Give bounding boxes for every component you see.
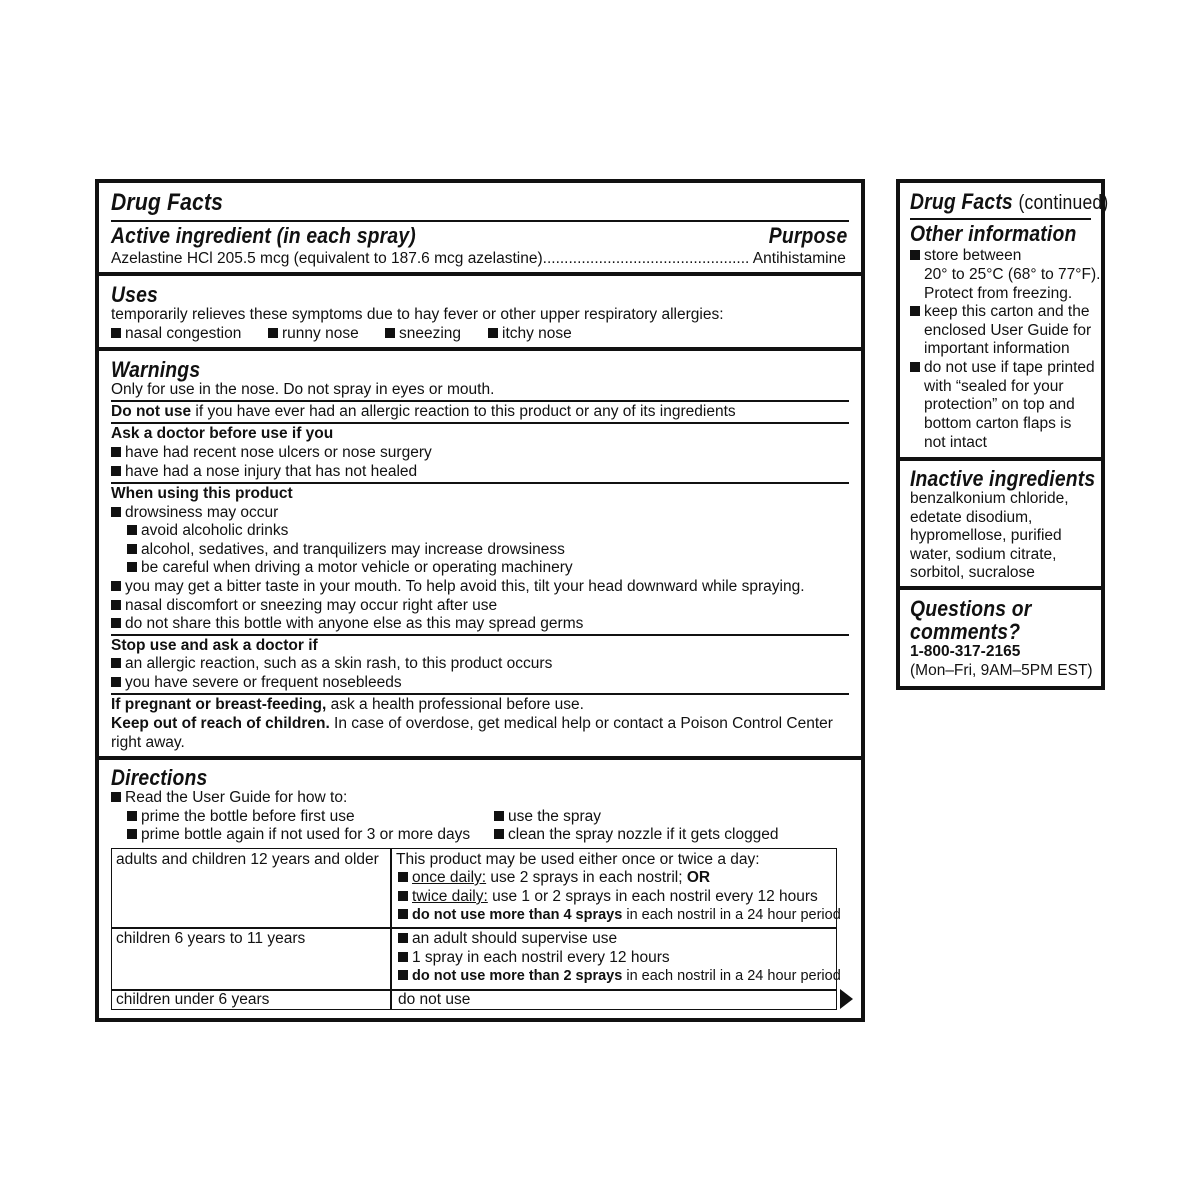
warnings-rule [111, 634, 849, 636]
table-cell-group: children 6 years to 11 years [116, 930, 306, 947]
other-info-item: keep this carton and the [910, 303, 1089, 322]
bullet-icon [111, 466, 121, 476]
bullet-icon [385, 328, 395, 338]
purpose-heading: Purpose [768, 223, 847, 248]
when-using-subitem: alcohol, sedatives, and tranquilizers may increase drowsiness [127, 541, 565, 560]
bullet-icon [111, 581, 121, 591]
drug-facts-title: Drug Facts [111, 189, 224, 216]
section-divider [900, 457, 1101, 461]
when-using-item: you may get a bitter taste in your mouth. To help avoid this, tilt your head downward while spraying. [111, 578, 805, 597]
warnings-intro: Only for use in the nose. Do not spray in eyes or mouth. [111, 381, 495, 398]
bullet-icon [127, 544, 137, 554]
bullet-icon [494, 811, 504, 821]
warnings-heading: Warnings [111, 357, 201, 382]
guide-item: clean the spray nozzle if it gets clogged [494, 826, 779, 845]
guide-item: prime the bottle before first use [127, 808, 355, 827]
bullet-icon [398, 909, 408, 919]
when-using-item: do not share this bottle with anyone else as this may spread germs [111, 615, 583, 634]
uses-item: itchy nose [488, 325, 572, 344]
directions-intro: Read the User Guide for how to: [111, 789, 347, 808]
bullet-icon [268, 328, 278, 338]
when-using-item: nasal discomfort or sneezing may occur right after use [111, 597, 497, 616]
ask-doctor-heading: Ask a doctor before use if you [111, 425, 334, 442]
ask-doctor-item: have had recent nose ulcers or nose surgery [111, 444, 432, 463]
warnings-rule [111, 400, 849, 402]
stop-use-item: you have severe or frequent nosebleeds [111, 674, 402, 693]
bullet-icon [910, 306, 920, 316]
when-using-item: drowsiness may occur [111, 504, 278, 523]
stop-use-heading: Stop use and ask a doctor if [111, 637, 318, 654]
table-cell-limit: do not use more than 4 sprays in each nostril in a 24 hour period [398, 906, 841, 925]
warnings-rule [111, 482, 849, 484]
section-divider [99, 347, 861, 351]
table-row-rule [112, 927, 836, 929]
bullet-icon [127, 811, 137, 821]
phone-hours: (Mon–Fri, 9AM–5PM EST) [910, 662, 1093, 679]
title-rule [111, 220, 849, 222]
other-info-line: important information [924, 340, 1070, 357]
do-not-use-line: Do not use if you have ever had an allergic reaction to this product or any of its ingredients [111, 403, 736, 420]
uses-intro: temporarily relieves these symptoms due to hay fever or other upper respiratory allergies: [111, 306, 724, 323]
continued-title: Drug Facts (continued) [910, 189, 1109, 214]
table-cell-item: twice daily: use 1 or 2 sprays in each nostril every 12 hours [398, 888, 818, 907]
stop-use-item: an allergic reaction, such as a skin rash, to this product occurs [111, 655, 552, 674]
bullet-icon [398, 952, 408, 962]
section-divider [99, 756, 861, 760]
inactive-ingredients-heading: Inactive ingredients [910, 466, 1096, 491]
other-info-line: enclosed User Guide for [924, 322, 1092, 339]
table-column-rule [390, 849, 392, 1009]
uses-item: nasal congestion [111, 325, 241, 344]
keep-out-line: Keep out of reach of children. In case of overdose, get medical help or contact a Poison Control Center [111, 715, 833, 732]
ask-doctor-item: have had a nose injury that has not healed [111, 463, 417, 482]
bullet-icon [494, 829, 504, 839]
bullet-icon [398, 872, 408, 882]
bullet-icon [111, 792, 121, 802]
guide-item: prime bottle again if not used for 3 or more days [127, 826, 470, 845]
other-info-item: do not use if tape printed [910, 359, 1095, 378]
directions-table [111, 848, 841, 1010]
bullet-icon [111, 328, 121, 338]
bullet-icon [111, 600, 121, 610]
bullet-icon [398, 891, 408, 901]
other-info-line: Protect from freezing. [924, 285, 1073, 302]
other-info-line: protection” on top and [924, 396, 1075, 413]
uses-item: runny nose [268, 325, 359, 344]
section-divider [99, 272, 861, 276]
inactive-line: edetate disodium, [910, 509, 1033, 526]
questions-heading-cont: comments? [910, 619, 1021, 644]
other-info-line: with “sealed for your [924, 378, 1064, 395]
bullet-icon [910, 362, 920, 372]
other-info-line: 20° to 25°C (68° to 77°F). [924, 266, 1101, 283]
bullet-icon [127, 829, 137, 839]
other-info-line: bottom carton flaps is [924, 415, 1072, 432]
table-cell-intro: This product may be used either once or twice a day: [396, 851, 760, 868]
other-info-line: not intact [924, 434, 987, 451]
uses-heading: Uses [111, 282, 158, 307]
warnings-rule [111, 693, 849, 695]
when-using-heading: When using this product [111, 485, 293, 502]
section-divider [900, 586, 1101, 590]
bullet-icon [398, 970, 408, 980]
warnings-rule [111, 422, 849, 424]
table-cell-item: 1 spray in each nostril every 12 hours [398, 949, 670, 968]
bullet-icon [910, 250, 920, 260]
drug-facts-continued-panel [896, 179, 1109, 690]
when-using-subitem: avoid alcoholic drinks [127, 522, 288, 541]
bullet-icon [488, 328, 498, 338]
inactive-line: benzalkonium chloride, [910, 490, 1069, 507]
table-cell-item: once daily: use 2 sprays in each nostril; OR [398, 869, 710, 888]
table-cell-group: adults and children 12 years and older [116, 851, 379, 868]
drug-facts-panel [95, 179, 865, 1022]
inactive-line: sorbitol, sucralose [910, 564, 1035, 581]
title-rule [910, 218, 1091, 220]
inactive-line: hypromellose, purified [910, 527, 1062, 544]
other-info-item: store between [910, 247, 1021, 266]
table-cell-limit: do not use more than 2 sprays in each nostril in a 24 hour period [398, 967, 841, 986]
active-ingredient-heading: Active ingredient (in each spray) [111, 223, 416, 248]
active-ingredient-line: Azelastine HCl 205.5 mcg (equivalent to 187.6 mcg azelastine)................................................ Antihistamine [111, 250, 846, 267]
when-using-subitem: be careful when driving a motor vehicle or operating machinery [127, 559, 573, 578]
bullet-icon [127, 562, 137, 572]
guide-item: use the spray [494, 808, 601, 827]
phone-number: 1-800-317-2165 [910, 643, 1021, 660]
table-cell-group: children under 6 years [116, 991, 270, 1008]
bullet-icon [127, 525, 137, 535]
bullet-icon [111, 447, 121, 457]
bullet-icon [111, 507, 121, 517]
questions-heading: Questions or [910, 596, 1032, 621]
bullet-icon [398, 933, 408, 943]
bullet-icon [111, 658, 121, 668]
table-cell-text: do not use [398, 991, 471, 1008]
other-information-heading: Other information [910, 221, 1077, 246]
bullet-icon [111, 618, 121, 628]
directions-heading: Directions [111, 765, 208, 790]
inactive-line: water, sodium citrate, [910, 546, 1057, 563]
pregnant-line: If pregnant or breast-feeding, ask a health professional before use. [111, 696, 584, 713]
table-cell-item: an adult should supervise use [398, 930, 617, 949]
continue-arrow-icon [840, 989, 853, 1009]
uses-item: sneezing [385, 325, 461, 344]
bullet-icon [111, 677, 121, 687]
keep-out-line-cont: right away. [111, 734, 185, 751]
